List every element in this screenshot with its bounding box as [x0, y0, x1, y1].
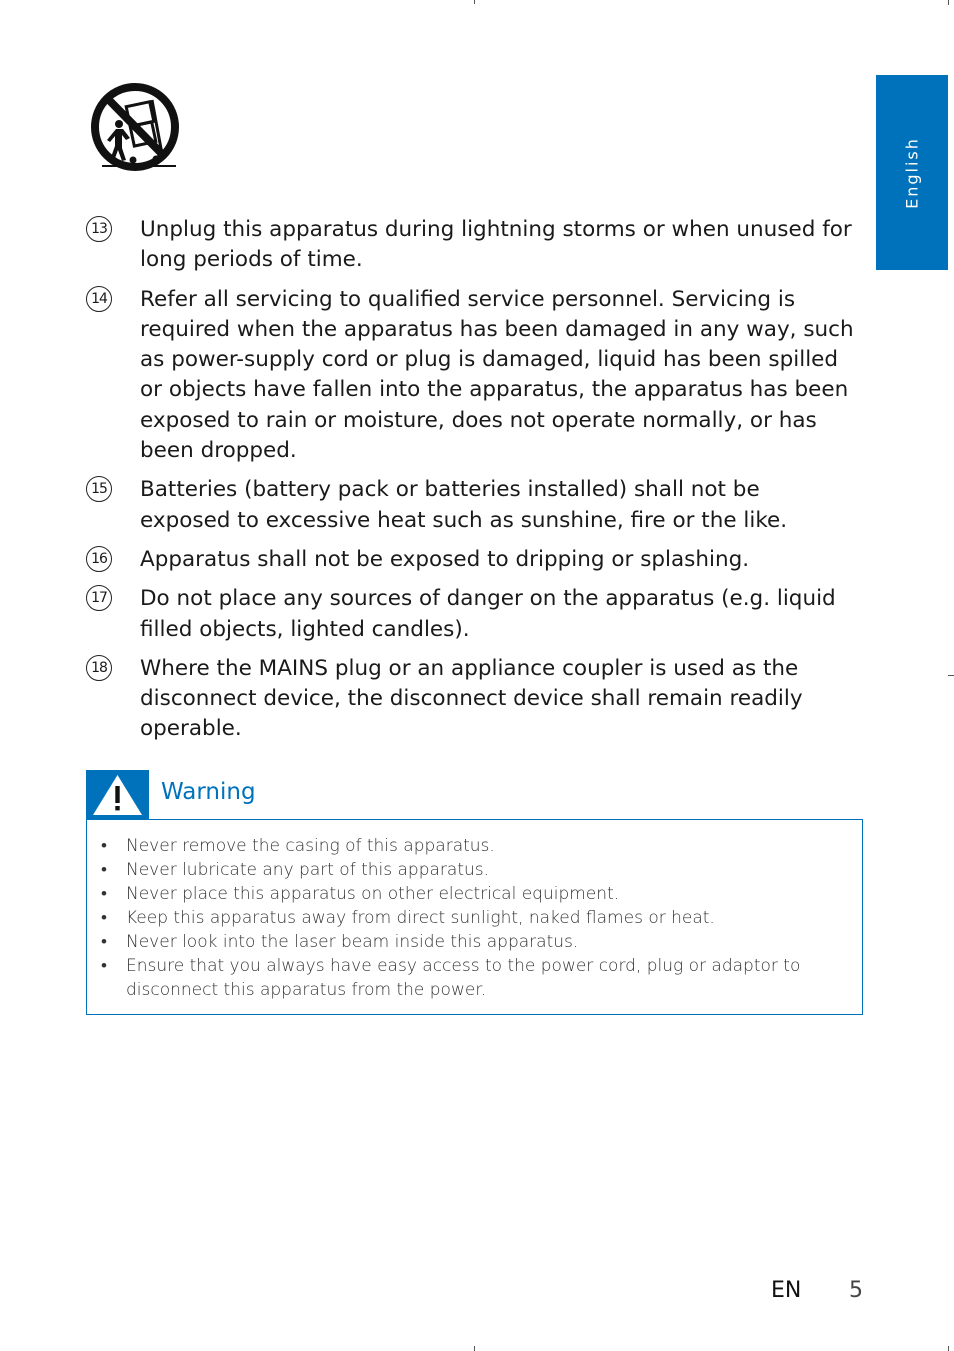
crop-mark-top: [474, 0, 475, 4]
bullet: •: [101, 836, 107, 856]
warning-item-text: Keep this apparatus away from direct sunlight, naked flames or heat.: [126, 908, 715, 928]
bullet: •: [101, 956, 107, 976]
bullet: •: [101, 908, 107, 928]
instruction-text: Refer all servicing to qualified service personnel. Servicing is required when the apparatus has been damaged in any way, such as power-supply cord or plug is damaged, liquid has been spilled or objects have fallen into the apparatus, the apparatus has been exposed to rain or moisture, does not operate normally, or has been dropped.: [140, 286, 854, 464]
warning-list: [87, 834, 847, 1002]
instruction-number: 17: [86, 585, 112, 611]
instruction-number: 16: [86, 546, 112, 572]
warning-item-text: Never look into the laser beam inside this apparatus.: [126, 932, 579, 952]
instruction-text: Apparatus shall not be exposed to dripping or splashing.: [140, 546, 750, 572]
safety-instructions-list: [85, 215, 855, 754]
bullet: •: [101, 884, 107, 904]
warning-item: [87, 930, 847, 954]
instruction-text: Batteries (battery pack or batteries installed) shall not be exposed to excessive heat such as sunshine, fire or the like.: [140, 477, 788, 533]
instruction-item: [85, 215, 855, 276]
instruction-text: Where the MAINS plug or an appliance coupler is used as the disconnect device, the disconnect device shall remain readily operable.: [140, 655, 803, 742]
instruction-text: Do not place any sources of danger on the apparatus (e.g. liquid filled objects, lighted candles).: [140, 586, 836, 642]
warning-item: [87, 882, 847, 906]
instruction-item: [85, 545, 855, 575]
warning-item: [87, 906, 847, 930]
footer-language-code: EN: [771, 1278, 802, 1303]
warning-box: [86, 819, 863, 1015]
instruction-item: [85, 654, 855, 745]
warning-item-text: Never place this apparatus on other electrical equipment.: [126, 884, 620, 904]
cart-tip-over-warning-icon: [88, 82, 184, 174]
page-number: 5: [849, 1278, 863, 1303]
crop-mark-bottom: [474, 1346, 475, 1351]
language-tab: [876, 75, 948, 270]
instruction-item: [85, 584, 855, 645]
instruction-number: 13: [86, 216, 112, 242]
instruction-number: 15: [86, 476, 112, 502]
instruction-item: [85, 285, 855, 467]
crop-mark-right: [948, 675, 954, 676]
warning-item: [87, 858, 847, 882]
warning-triangle-icon: [86, 770, 149, 820]
instruction-item: [85, 475, 855, 536]
instruction-number: 18: [86, 655, 112, 681]
bullet: •: [101, 860, 107, 880]
instruction-text: Unplug this apparatus during lightning storms or when unused for long periods of time.: [140, 217, 852, 273]
crop-mark-bottom-right: [948, 1346, 949, 1351]
warning-title: Warning: [161, 779, 256, 805]
warning-item-text: Never lubricate any part of this apparatus.: [126, 860, 490, 880]
warning-item: [87, 834, 847, 858]
warning-item-text: Never remove the casing of this apparatus.: [126, 836, 495, 856]
language-tab-label: English: [902, 136, 922, 209]
warning-item-text: Ensure that you always have easy access to the power cord, plug or adaptor to disconnect this apparatus from the power.: [126, 956, 801, 1000]
warning-item: [87, 954, 847, 1002]
instruction-number: 14: [86, 286, 112, 312]
crop-mark-top-right: [948, 0, 949, 5]
bullet: •: [101, 932, 107, 952]
